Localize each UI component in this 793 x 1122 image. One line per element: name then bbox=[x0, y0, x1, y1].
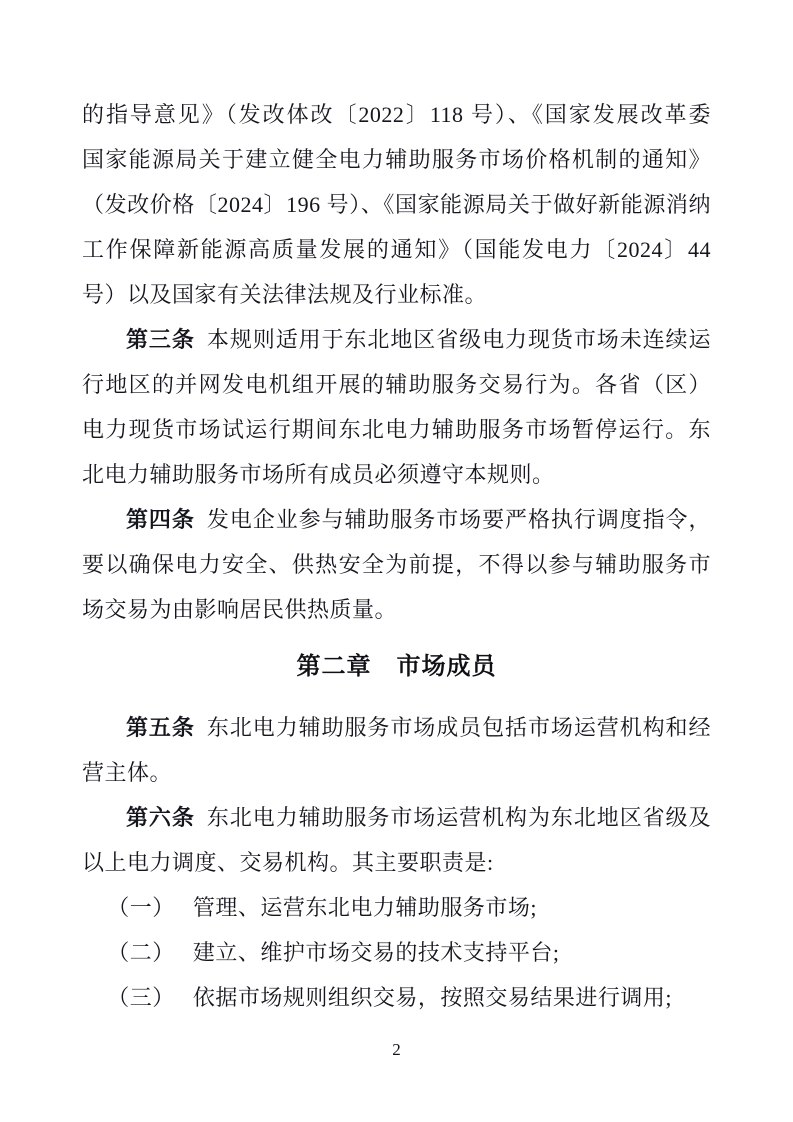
article-3-paragraph bbox=[82, 317, 711, 497]
article-5-text: 东北电力辅助服务市场成员包括市场运营机构和经营主体。 bbox=[82, 715, 711, 785]
page-number: 2 bbox=[392, 1040, 401, 1059]
paragraph-continuation: 的指导意见》（发改体改〔2022〕118 号）、《国家发展改革委 国家能源局关于建立健全电力辅助服务市场价格机制的通知》（发改价格〔2024〕196 号）、《国家能源局关于做好新能源消纳工作保障新能源高质量发展的通知》（国能发电力〔2024〕44 号）以及国家有关法律法规及行业标准。 bbox=[82, 102, 734, 307]
article-5-paragraph bbox=[82, 705, 711, 795]
article-3-text: 本规则适用于东北地区省级电力现货市场未连续运行地区的并网发电机组开展的辅助服务交易行为。各省（区）电力现货市场试运行期间东北电力辅助服务市场暂停运行。东北电力辅助服务市场所有成员必须遵守本规则。 bbox=[82, 327, 711, 487]
article-4-text: 发电企业参与辅助服务市场要严格执行调度指令，要以确保电力安全、供热安全为前提，不得以参与辅助服务市场交易为由影响居民供热质量。 bbox=[82, 507, 711, 622]
duty-list-item-1: （一） 管理、运营东北电力辅助服务市场; bbox=[107, 895, 538, 920]
article-4-label: 第四条 bbox=[126, 507, 195, 532]
article-4-paragraph bbox=[82, 497, 711, 632]
article-6-label: 第六条 bbox=[126, 805, 195, 830]
duty-list-item-3: （三） 依据市场规则组织交易，按照交易结果进行调用; bbox=[107, 985, 673, 1010]
duty-list-item-2: （二） 建立、维护市场交易的技术支持平台; bbox=[107, 940, 560, 965]
article-5-label: 第五条 bbox=[126, 715, 195, 740]
article-6-paragraph bbox=[82, 795, 711, 885]
chapter-2-heading: 第二章 市场成员 bbox=[296, 653, 497, 680]
article-6-text: 东北电力辅助服务市场运营机构为东北地区省级及以上电力调度、交易机构。其主要职责是: bbox=[82, 805, 711, 875]
article-3-label: 第三条 bbox=[126, 327, 195, 352]
